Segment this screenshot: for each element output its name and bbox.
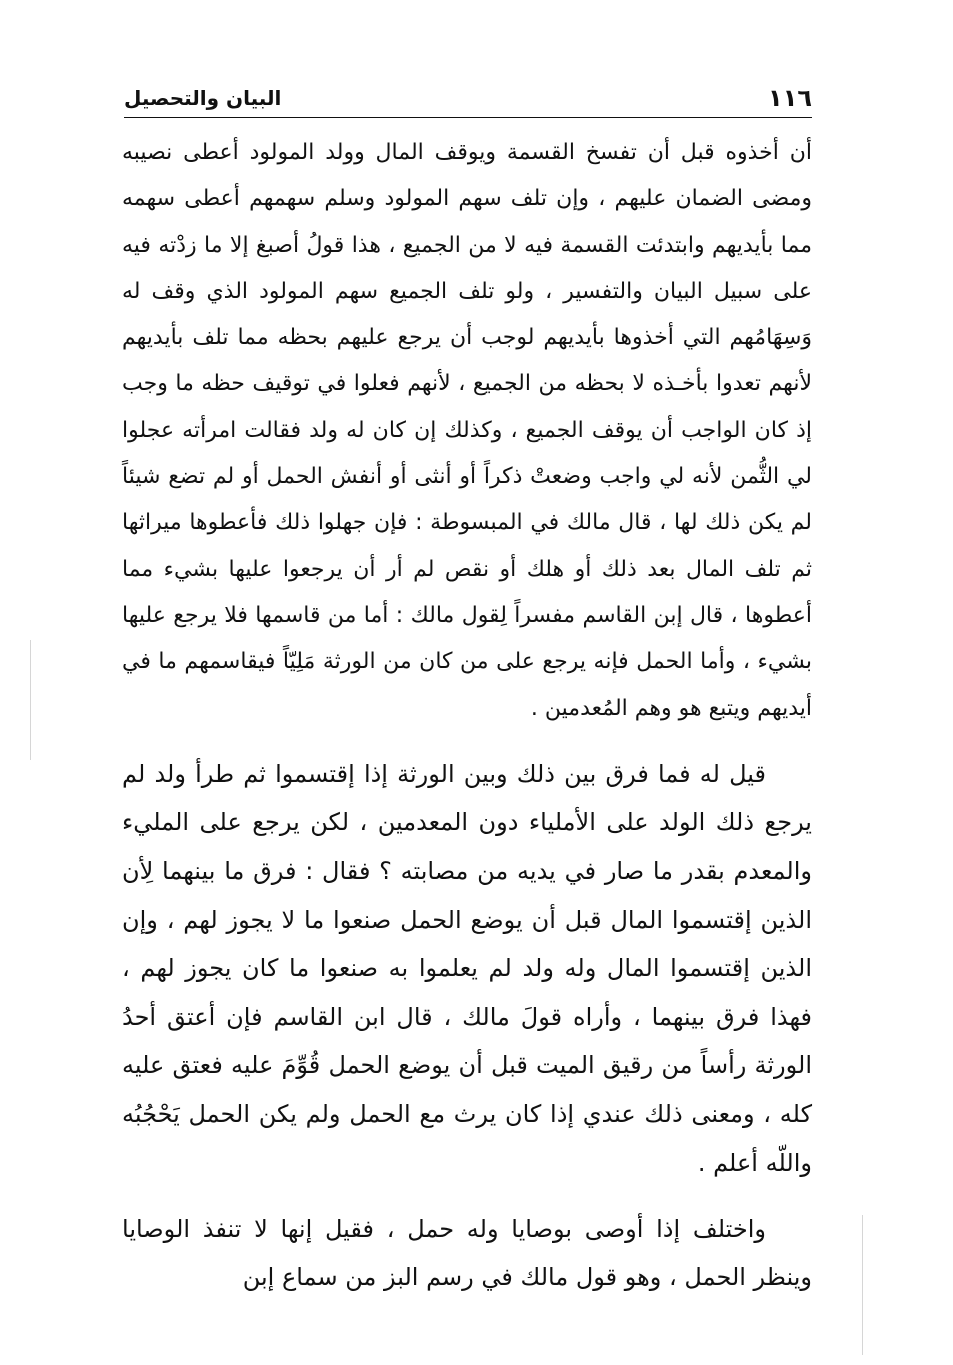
paragraph: قيل له فما فرق بين ذلك وبين الورثة إذا إقتسموا ثم طرأ ولد لم يرجع ذلك الولد على الأملياء دون المعدمين ، لكن يرجع على المليء والمعدم بقدر ما صار في يديه من مصابته ؟ فقال : فرق ما بينهما لِأن الذين إقتسموا المال قبل أن يوضع الحمل صنعوا ما لا يجوز لهم ، وإن الذين إقتسموا المال وله ولد لم يعلموا به صنعوا ما كان يجوز لهم ، فهذا فرق بينهما ، وأراه قولَ مالك ، قال ابن القاسم فإن أعتق أحدُ الورثة رأساً من رقيق الميت قبل أن يوضع الحمل قُوِّمَ عليه فعتق عليه كله ، ومعنى ذلك عندي إذا كان يرث مع الحمل ولم يكن الحمل يَحْجُبُه واللّه أعلم . (122, 759, 812, 1177)
body-text (122, 130, 812, 1301)
paragraph: واختلف إذا أوصى بوصايا وله حمل ، فقيل إنها لا تنفذ الوصايا وينظر الحمل ، وهو قول مالك في رسم البز من سماع إبن (122, 1215, 812, 1292)
page-header (124, 80, 812, 116)
running-title: البيان والتحصيل (124, 86, 282, 110)
scan-edge-mark (30, 640, 31, 760)
page-number: ١١٦ (768, 84, 812, 112)
paragraph: أن أخذوه قبل أن تفسخ القسمة ويوقف المال وولد المولود أعطى نصيبه ومضى الضمان عليهم ، وإن تلف سهم المولود وسلم سهمهم أعطى سهمه مما بأيديهم وابتدئت القسمة فيه لا من الجميع ، هذا قولُ أصبغ إلا ما زدْته فيه على سبيل البيان والتفسير ، ولو تلف الجميع سهم المولود الذي وقف له وَسِهَامُهم التي أخذوها بأيديهم لوجب أن يرجع عليهم بحظه مما تلف بأيديهم لأنهم تعدوا بأخـذه لا بحظه من الجميع ، لأنهم فعلوا في توقيف حظه ما وجب إذ كان الواجب أن يوقف الجميع ، وكذلك إن كان له ولد فقالت امرأته عجلوا لي الثُّمن لأنه لي واجب وضعتْ ذكراً أو أنثى أو أنفش الحمل أو لم تضع شيئاً لم يكن ذلك لها ، قال مالك في المبسوطة : فإن جهلوا ذلك فأعطوها ميراثها ثم تلف المال بعد ذلك أو هلك أو نقص لم أر أن يرجعوا عليها بشيء مما أعطوها ، قال إبن القاسم مفسراً لِقول مالك : أما من قاسمها فلا يرجع عليها بشيء ، وأما الحمل فإنه يرجع على من كان من الورثة مَلِيّاً فيقاسمهم ما في أيديهم ويتبع هو وهم المُعدمين . (122, 140, 812, 721)
scan-edge-mark (862, 1215, 863, 1355)
header-rule (124, 117, 812, 118)
